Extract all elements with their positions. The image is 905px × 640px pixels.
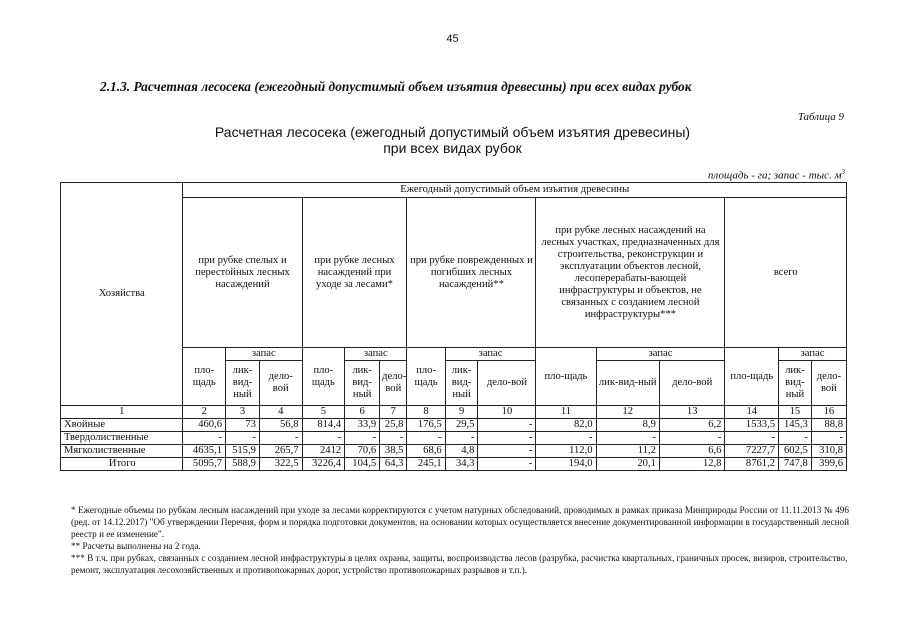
cell-value: - — [407, 432, 445, 445]
group-mature-header: при рубке спелых и перестойных лесных насаждений — [183, 198, 302, 348]
cell-value: - — [345, 432, 380, 445]
section-heading: 2.1.3. Расчетная лесосека (ежегодный допустимый объем изъятия древесины) при всех видах рубок — [100, 79, 692, 94]
cell-value: - — [183, 432, 226, 445]
cell-value: 112,0 — [536, 445, 596, 458]
cell-value: - — [725, 432, 779, 445]
column-number: 15 — [779, 406, 812, 419]
footnote-two-years: ** Расчеты выполнены на 2 года. — [71, 541, 201, 551]
cell-value: 460,6 — [183, 419, 226, 432]
cell-value: 310,8 — [811, 445, 846, 458]
row-name: Мягколиственные — [61, 445, 183, 458]
cell-value: 6,6 — [659, 445, 725, 458]
liquid-header: лик-вид-ный — [345, 361, 380, 406]
cell-value: 12,8 — [659, 458, 725, 471]
cell-value: 4635,1 — [183, 445, 226, 458]
column-number: 16 — [811, 406, 846, 419]
row-name: Итого — [61, 458, 183, 471]
area-header: пло-щадь — [183, 348, 226, 406]
cell-value: 8,9 — [596, 419, 659, 432]
area-header: пло-щадь — [302, 348, 345, 406]
cell-value: 1533,5 — [725, 419, 779, 432]
area-header: пло-щадь — [725, 348, 779, 406]
cell-value: 25,8 — [380, 419, 407, 432]
cell-value: 64,3 — [380, 458, 407, 471]
cell-value: 145,3 — [779, 419, 812, 432]
footnote-thinning: * Ежегодные объемы по рубкам лесным насаждений при уходе за лесами корректируются с учетом натурных обследований, проводимых в рамках приказа Минприроды России от 11.11.2013 № 496 (ред. от 14.12.2017) "Об утверждении Перечня, форм и порядка подготовки документов, на основании которых осуществляется внесение документированной информации в государственный лесной реестр и ее изменение". — [71, 505, 849, 539]
group-thinning-header: при рубке лесных насаждений при уходе за лесами* — [302, 198, 407, 348]
cell-value: 33,9 — [345, 419, 380, 432]
column-number: 4 — [259, 406, 302, 419]
column-number: 7 — [380, 406, 407, 419]
cell-value: 515,9 — [226, 445, 260, 458]
column-number: 9 — [445, 406, 478, 419]
cell-value: - — [536, 432, 596, 445]
cell-value: 322,5 — [259, 458, 302, 471]
column-number: 8 — [407, 406, 445, 419]
cell-value: 20,1 — [596, 458, 659, 471]
cell-value: 176,5 — [407, 419, 445, 432]
table-row-total — [61, 458, 847, 471]
page-number: 45 — [446, 33, 459, 45]
cell-value: - — [478, 419, 536, 432]
units-superscript: 3 — [841, 168, 845, 176]
cell-value: 73 — [226, 419, 260, 432]
column-number: 1 — [61, 406, 183, 419]
stock-header: запас — [345, 348, 407, 361]
cell-value: - — [478, 445, 536, 458]
group-infrastructure-header: при рубке лесных насаждений на лесных участках, предназначенных для строительства, реконструкции и эксплуатации объектов лесной, лесоперерабаты-вающей инфраструктуры и объектов, не связанных с созданием лесной инфраструктуры*** — [536, 198, 725, 348]
group-damaged-header: при рубке поврежденных и погибших лесных насаждений** — [407, 198, 536, 348]
cell-value: 70,6 — [345, 445, 380, 458]
cell-value: 5095,7 — [183, 458, 226, 471]
allowable-cut-table — [60, 182, 847, 471]
group-total-header: всего — [725, 198, 847, 348]
stock-header: запас — [226, 348, 303, 361]
column-number: 3 — [226, 406, 260, 419]
cell-value: - — [478, 458, 536, 471]
cell-value: 194,0 — [536, 458, 596, 471]
table-title-line1: Расчетная лесосека (ежегодный допустимый объем изъятия древесины) — [214, 124, 691, 140]
units-text: площадь - га; запас - тыс. м — [707, 169, 842, 182]
liquid-header: лик-вид-ный — [779, 361, 812, 406]
column-number: 11 — [536, 406, 596, 419]
cell-value: 4,8 — [445, 445, 478, 458]
liquid-header: лик-вид-ный — [445, 361, 478, 406]
cell-value: - — [226, 432, 260, 445]
stock-header: запас — [779, 348, 847, 361]
cell-value: 88,8 — [811, 419, 846, 432]
stock-header: запас — [445, 348, 536, 361]
cell-value: 29,5 — [445, 419, 478, 432]
column-number: 14 — [725, 406, 779, 419]
liquid-header: лик-вид-ный — [596, 361, 659, 406]
column-number: 5 — [302, 406, 345, 419]
table-number: Таблица 9 — [797, 111, 844, 123]
cell-value: 245,1 — [407, 458, 445, 471]
allowed-volume-header: Ежегодный допустимый объем изъятия древесины — [183, 183, 847, 198]
column-number: 2 — [183, 406, 226, 419]
cell-value: 104,5 — [345, 458, 380, 471]
business-header: дело-вой — [478, 361, 536, 406]
liquid-header: лик-вид-ный — [226, 361, 260, 406]
cell-value: 747,8 — [779, 458, 812, 471]
row-name: Хвойные — [61, 419, 183, 432]
table-row-hardwood — [61, 432, 847, 445]
column-number: 10 — [478, 406, 536, 419]
cell-value: 6,2 — [659, 419, 725, 432]
cell-value: - — [302, 432, 345, 445]
cell-value: 38,5 — [380, 445, 407, 458]
table-row-softwood — [61, 445, 847, 458]
column-number: 6 — [345, 406, 380, 419]
cell-value: 8761,2 — [725, 458, 779, 471]
column-number: 12 — [596, 406, 659, 419]
column-number: 13 — [659, 406, 725, 419]
cell-value: - — [380, 432, 407, 445]
cell-value: - — [478, 432, 536, 445]
cell-value: 265,7 — [259, 445, 302, 458]
table-row-coniferous — [61, 419, 847, 432]
footnotes — [71, 504, 849, 576]
cell-value: 3226,4 — [302, 458, 345, 471]
business-header: дело-вой — [380, 361, 407, 406]
cell-value: 588,9 — [226, 458, 260, 471]
cell-value: - — [659, 432, 725, 445]
cell-value: 2412 — [302, 445, 345, 458]
cell-value: 399,6 — [811, 458, 846, 471]
units-note — [708, 168, 845, 182]
row-name: Твердолиственные — [61, 432, 183, 445]
area-header: пло-щадь — [407, 348, 445, 406]
footnote-infrastructure: *** В т.ч. при рубках, связанных с созданием лесной инфраструктуры в целях охраны, защиты, воспроизводства лесов (разрубка, расчистка квартальных, граничных просек, визиров, строительство, ремонт, эксплуатация лесохозяйственных и противопожарных дорог, устройство противопожарных разрывов и т.п.). — [71, 553, 848, 575]
cell-value: 82,0 — [536, 419, 596, 432]
stock-header: запас — [596, 348, 725, 361]
farm-header: Хозяйства — [61, 183, 183, 406]
table-title-line2: при всех видах рубок — [383, 140, 522, 156]
cell-value: 34,3 — [445, 458, 478, 471]
business-header: дело-вой — [659, 361, 725, 406]
cell-value: 11,2 — [596, 445, 659, 458]
table-title — [0, 124, 905, 156]
area-header: пло-щадь — [536, 348, 596, 406]
cell-value: 68,6 — [407, 445, 445, 458]
cell-value: - — [811, 432, 846, 445]
cell-value: 602,5 — [779, 445, 812, 458]
business-header: дело-вой — [811, 361, 846, 406]
cell-value: - — [445, 432, 478, 445]
business-header: дело-вой — [259, 361, 302, 406]
cell-value: 56,8 — [259, 419, 302, 432]
cell-value: - — [596, 432, 659, 445]
column-number-row — [61, 406, 847, 419]
cell-value: - — [259, 432, 302, 445]
cell-value: 7227,7 — [725, 445, 779, 458]
cell-value: 814,4 — [302, 419, 345, 432]
cell-value: - — [779, 432, 812, 445]
